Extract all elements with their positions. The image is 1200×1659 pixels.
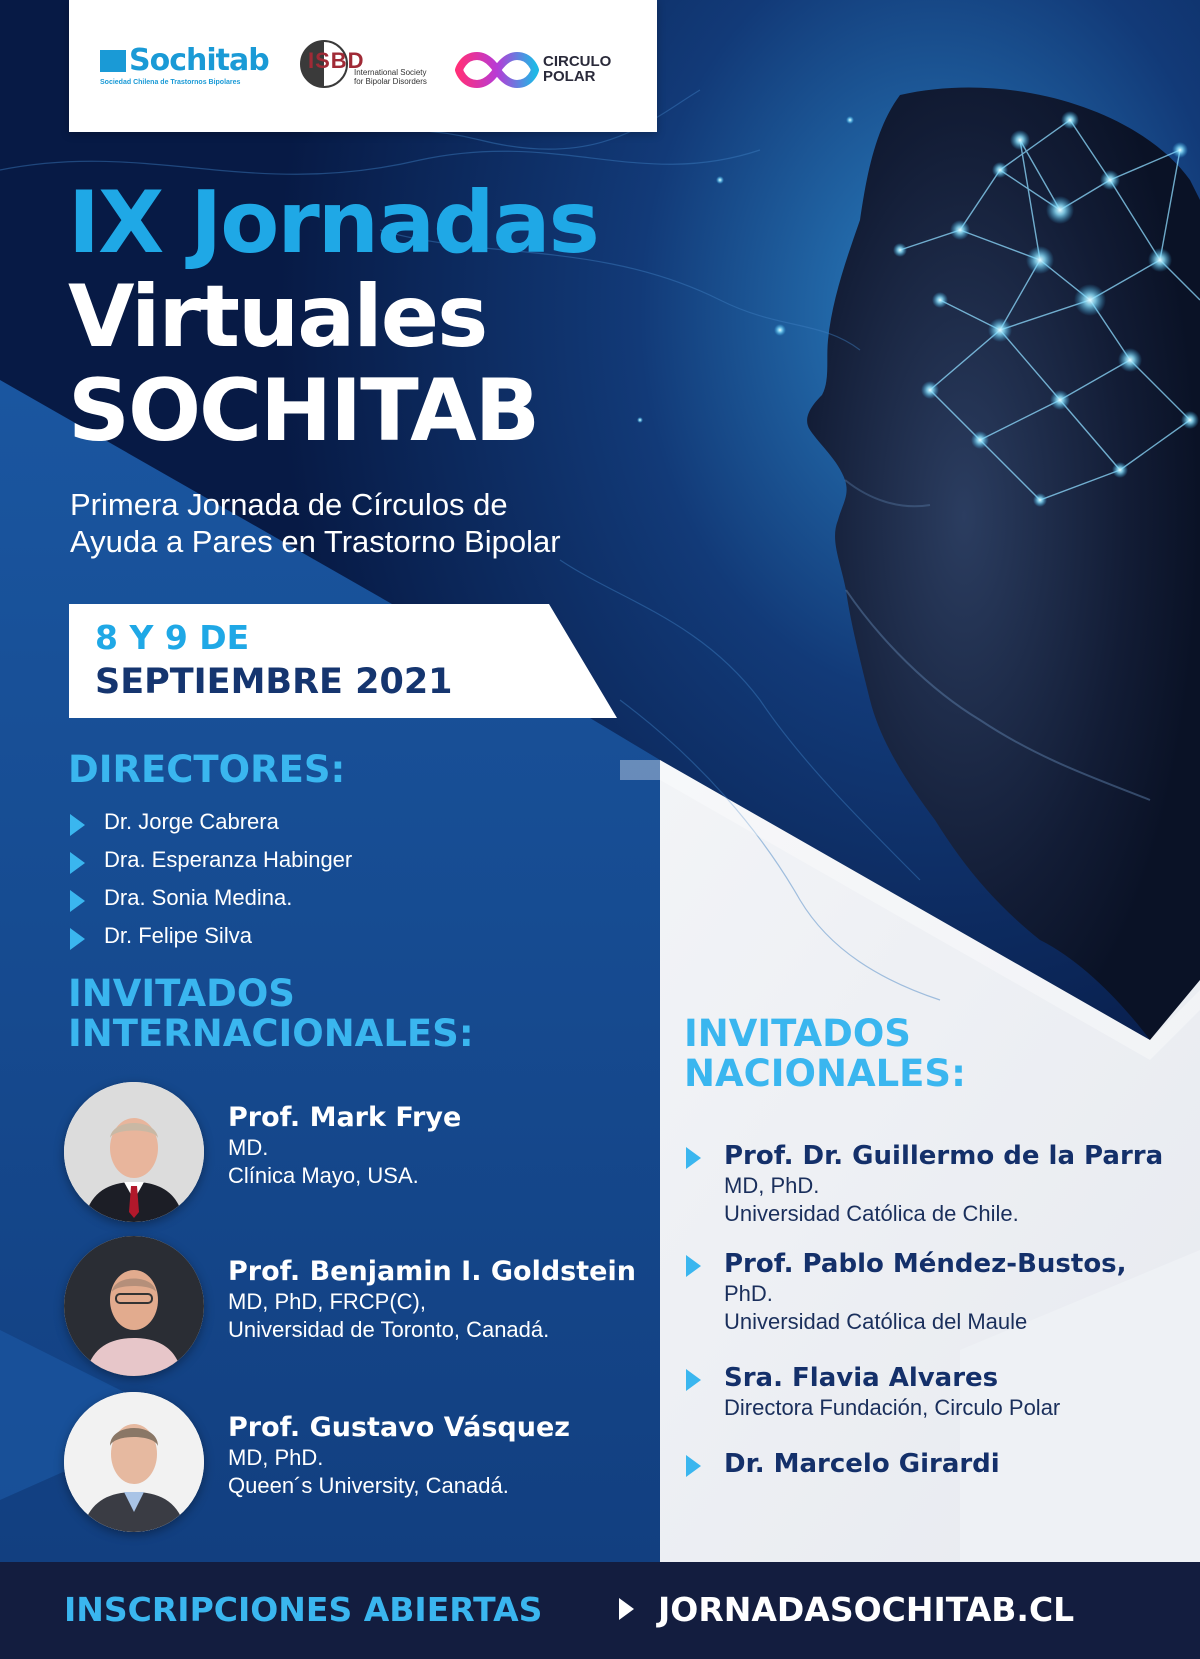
subtitle-line-1: Primera Jornada de Círculos de [70, 487, 508, 522]
circulo-polar-name [543, 54, 611, 84]
guest-name: Prof. Gustavo Vásquez [228, 1412, 570, 1443]
title-line-1: IX Jornadas [68, 173, 598, 273]
guest-photo [64, 1236, 204, 1376]
international-heading-line-2: INTERNACIONALES: [68, 1012, 474, 1055]
guest-name: Prof. Dr. Guillermo de la Parra [724, 1141, 1164, 1171]
international-guest [64, 1392, 664, 1532]
director-name: Dr. Jorge Cabrera [104, 809, 279, 834]
sochitab-logo [100, 43, 280, 86]
national-guests-heading [684, 1014, 966, 1094]
guest-affiliation: Clínica Mayo, USA. [228, 1163, 419, 1188]
guest-degree: MD, PhD. [724, 1173, 820, 1198]
mountain-icon [100, 50, 126, 72]
title-line-3: SOCHITAB [68, 361, 539, 461]
sochitab-logo-tagline: Sociedad Chilena de Trastornos Bipolares [100, 79, 241, 86]
triangle-bullet-icon [70, 890, 85, 912]
triangle-bullet-icon [70, 852, 85, 874]
subtitle [70, 486, 770, 560]
guest-info [724, 1362, 1060, 1422]
international-guest [64, 1236, 664, 1376]
guest-name: Prof. Benjamin I. Goldstein [228, 1256, 636, 1287]
guest-info [228, 1412, 570, 1500]
guest-name: Prof. Mark Frye [228, 1102, 462, 1133]
person-portrait-icon [64, 1236, 204, 1376]
guest-info [724, 1448, 1000, 1480]
website-link[interactable]: JORNADASOCHITAB.CL [658, 1590, 1075, 1629]
guest-degree: MD. [228, 1135, 269, 1160]
international-guest [64, 1082, 664, 1222]
isbd-logo-letters: ISBD [308, 48, 365, 73]
guest-name: Sra. Flavia Alvares [724, 1363, 999, 1393]
sochitab-logo-name: Sochitab [129, 43, 269, 78]
person-portrait-icon [64, 1392, 204, 1532]
director-name: Dr. Felipe Silva [104, 923, 252, 948]
person-portrait-icon [64, 1082, 204, 1222]
isbd-name-line-1: International Society [354, 68, 427, 77]
triangle-bullet-icon [686, 1369, 701, 1391]
title-line-2: Virtuales [68, 267, 487, 367]
guest-affiliation: Universidad de Toronto, Canadá. [228, 1317, 550, 1342]
circulo-name-line-2: POLAR [543, 68, 596, 85]
guest-degree: MD, PhD. [228, 1445, 324, 1470]
guest-info [228, 1102, 461, 1190]
guest-affiliation: Directora Fundación, Circulo Polar [724, 1395, 1061, 1420]
guest-degree: PhD. [724, 1281, 773, 1306]
director-name: Dra. Sonia Medina. [104, 885, 293, 910]
isbd-logo-name [354, 68, 449, 86]
date-line-1: 8 Y 9 DE [95, 618, 250, 657]
guest-photo [64, 1392, 204, 1532]
guest-affiliation: Universidad Católica del Maule [724, 1309, 1028, 1334]
guest-info [724, 1140, 1163, 1228]
isbd-name-line-2: for Bipolar Disorders [354, 77, 427, 86]
guest-name: Dr. Marcelo Girardi [724, 1449, 1000, 1479]
registration-text: INSCRIPCIONES ABIERTAS [64, 1590, 543, 1629]
date-line-2: SEPTIEMBRE 2021 [95, 662, 453, 702]
international-guests-heading [68, 974, 474, 1054]
international-heading-line-1: INVITADOS [68, 972, 295, 1015]
national-heading-line-1: INVITADOS [684, 1012, 911, 1055]
triangle-bullet-icon [686, 1255, 701, 1277]
circulo-name-line-1: CIRCULO [543, 53, 612, 70]
isbd-logo [300, 40, 440, 94]
guest-affiliation: Universidad Católica de Chile. [724, 1201, 1019, 1226]
guest-info [724, 1248, 1127, 1336]
guest-degree: MD, PhD, FRCP(C), [228, 1289, 426, 1314]
triangle-bullet-icon [70, 814, 85, 836]
guest-affiliation: Queen´s University, Canadá. [228, 1473, 509, 1498]
infinity-loop-icon [455, 48, 539, 92]
circulo-polar-logo [455, 48, 635, 96]
triangle-bullet-icon [686, 1455, 701, 1477]
directors-heading: DIRECTORES: [68, 748, 346, 791]
triangle-bullet-icon [686, 1147, 701, 1169]
guest-info [228, 1256, 636, 1344]
triangle-bullet-icon [70, 928, 85, 950]
guest-photo [64, 1082, 204, 1222]
arrow-right-icon [619, 1598, 634, 1620]
date-banner [69, 604, 617, 718]
footer-bar [0, 1562, 1200, 1659]
director-name: Dra. Esperanza Habinger [104, 847, 353, 872]
guest-name: Prof. Pablo Méndez-Bustos, [724, 1249, 1127, 1279]
subtitle-line-2: Ayuda a Pares en Trastorno Bipolar [70, 524, 561, 559]
national-heading-line-2: NACIONALES: [684, 1052, 966, 1095]
